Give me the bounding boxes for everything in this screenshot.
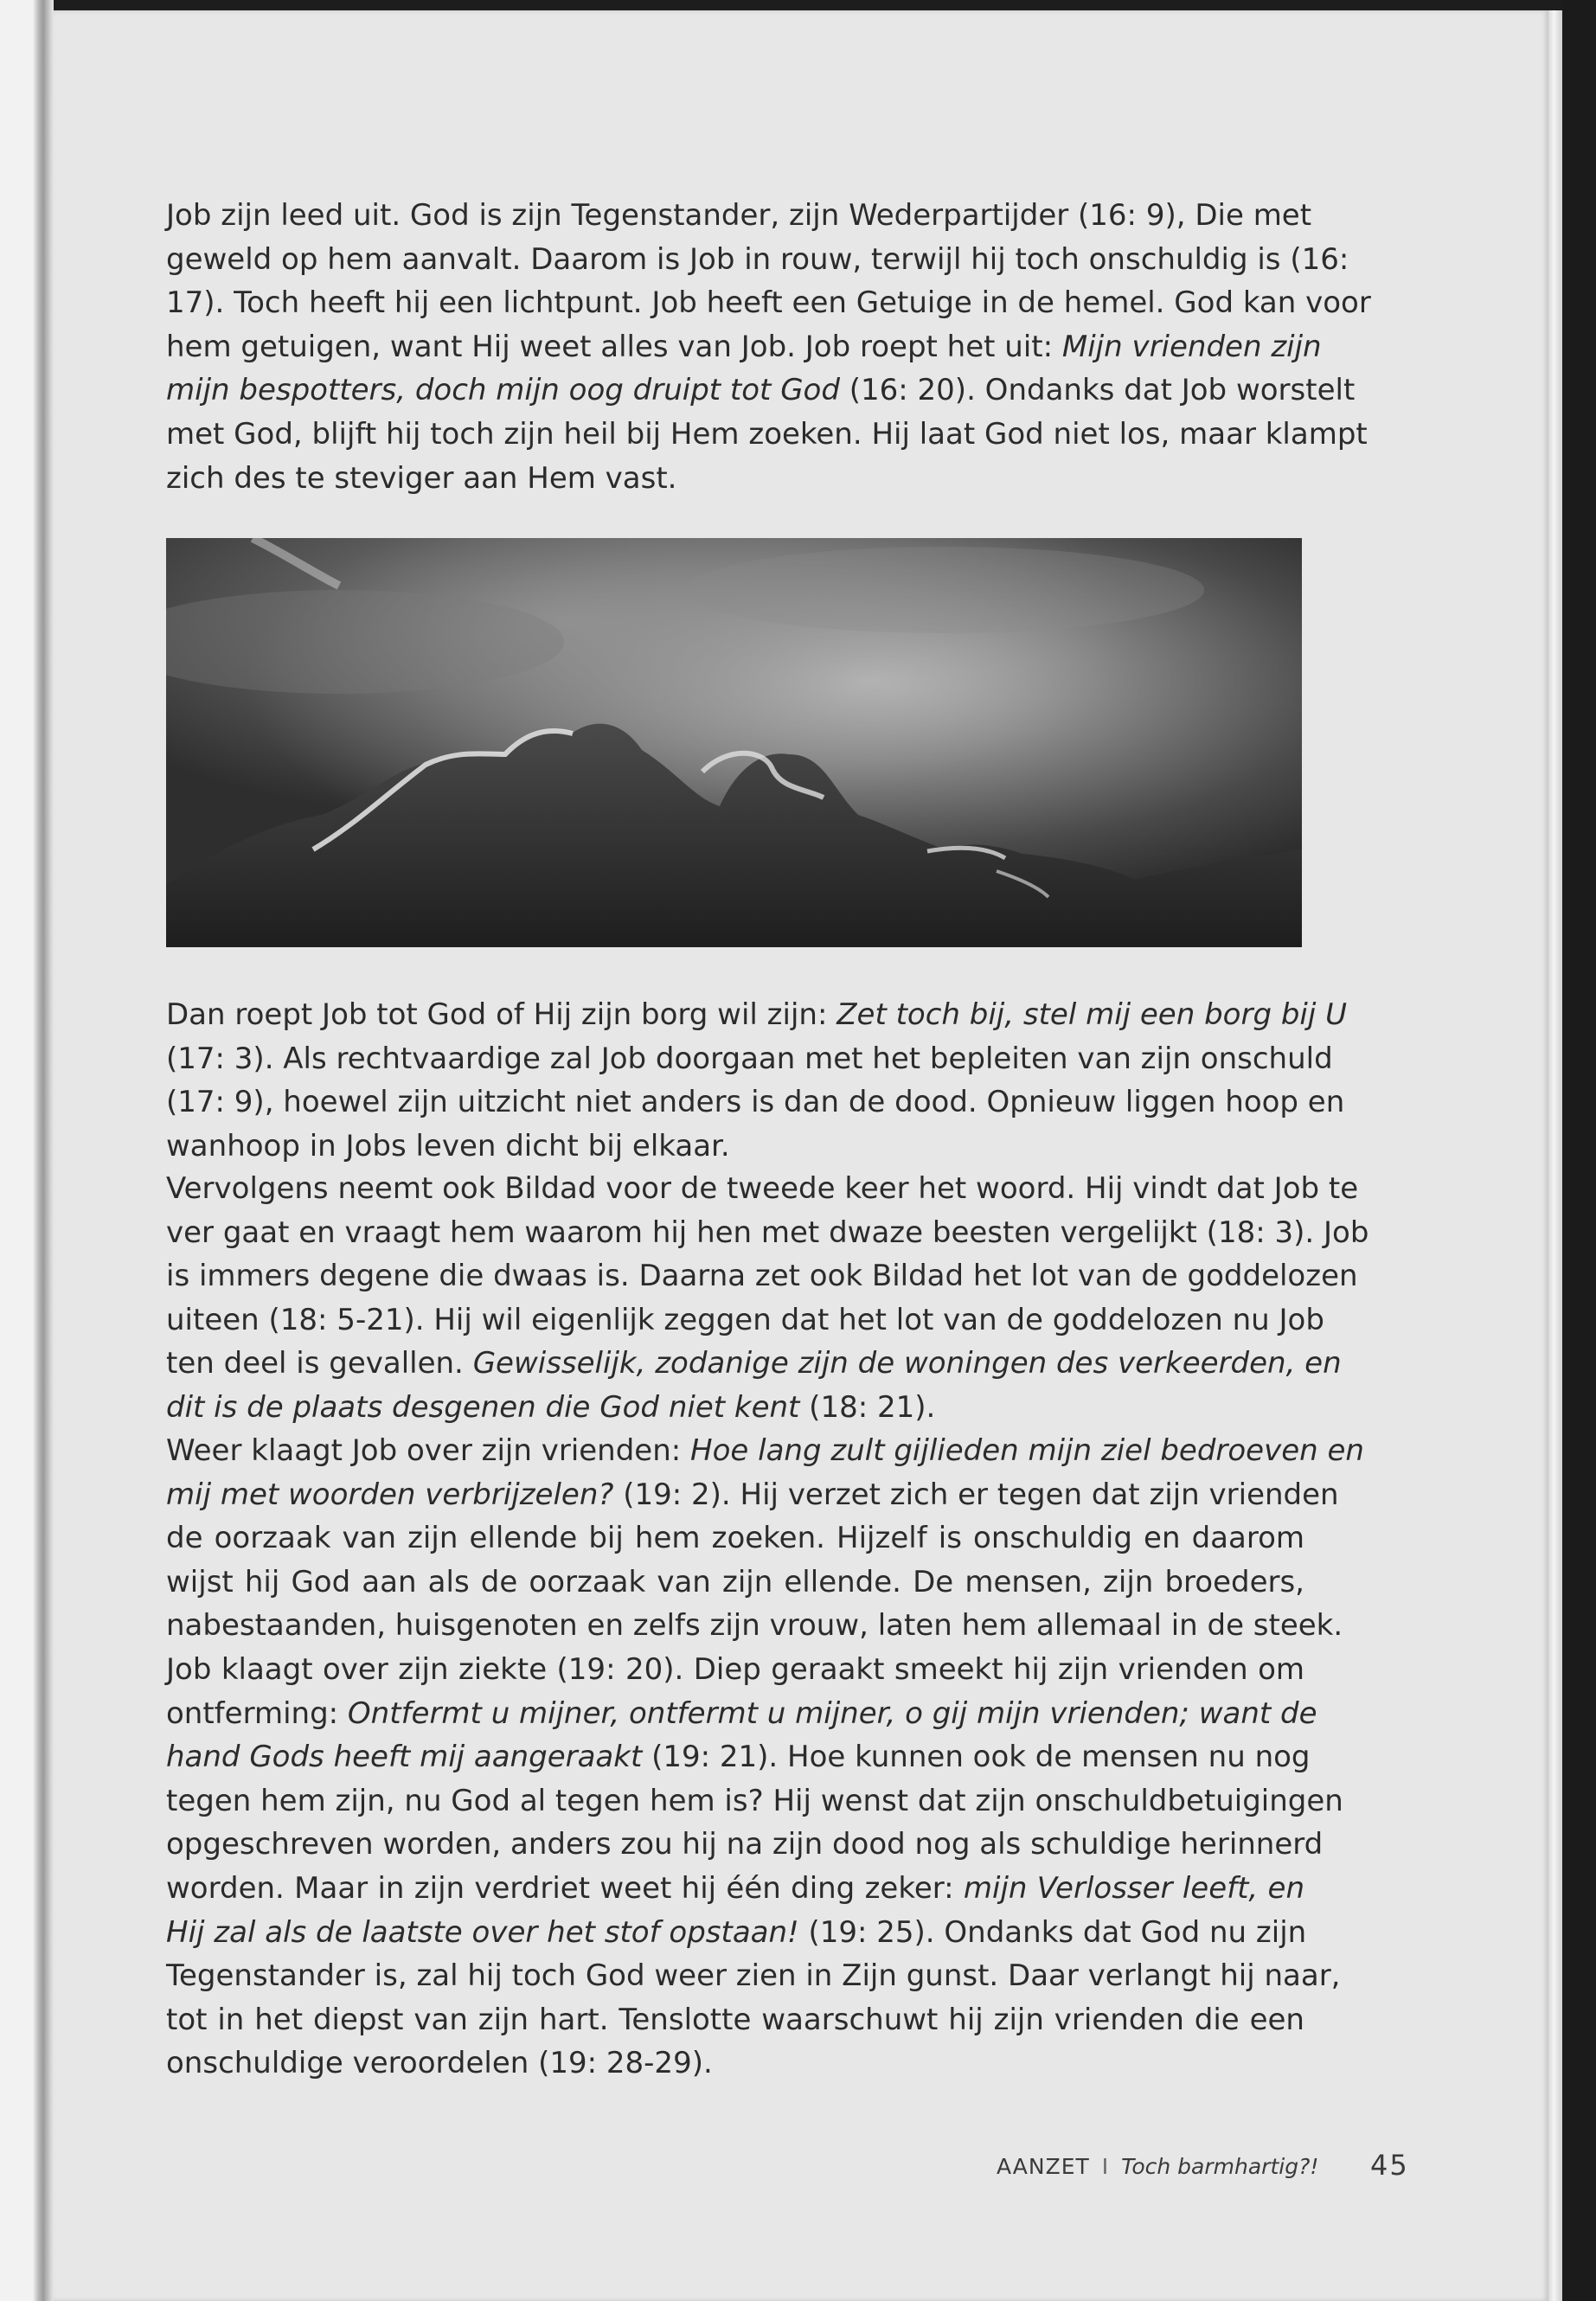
text-line: [166, 1125, 1304, 1169]
text-run: nabestaanden, huisgenoten en zelfs zijn vrouw, laten hem allemaal in de steek.: [166, 1608, 1343, 1644]
footer-section: AANZET: [997, 2154, 1090, 2179]
text-run: de oorzaak van zijn ellende bij hem zoeken. Hijzelf is onschuldig en daarom: [166, 1521, 1304, 1556]
text-run: (19: 25). Ondanks dat God nu zijn: [798, 1914, 1307, 1950]
paragraph-bildad: [166, 1167, 1369, 1430]
text-line: [166, 1604, 1343, 1648]
text-line: [166, 1692, 1317, 1736]
text-run: (17: 3). Als rechtvaardige zal Job doorgaan met het bepleiten van zijn onschuld: [166, 1041, 1333, 1076]
text-run: Job zijn leed uit. God is zijn Tegenstander, zijn Wederpartijder (16: 9), Die met: [166, 198, 1312, 233]
text-line: [166, 1342, 1342, 1386]
text-run: (19: 21). Hoe kunnen ook de mensen nu nog: [642, 1740, 1311, 1775]
text-line: [166, 1823, 1324, 1867]
scripture-quote: Hij zal als de laatste over het stof opstaan!: [166, 1914, 799, 1950]
text-line: [166, 2041, 1304, 2086]
text-line: [166, 1386, 1304, 1430]
text-run: Tegenstander is, zal hij toch God weer zien in Zijn gunst. Daar verlangt hij naar,: [166, 1958, 1341, 1994]
paragraph-job-lament: [166, 194, 1371, 500]
text-run: tegen hem zijn, nu God al tegen hem is? Hij wenst dat zijn onschuldbetuigingen: [166, 1783, 1343, 1818]
text-run: is immers degene die dwaas is. Daarna zet ook Bildad het lot van de goddelozen: [166, 1259, 1358, 1294]
text-run: Weer klaagt Job over zijn vrienden:: [166, 1433, 691, 1468]
text-line: [166, 1998, 1304, 2042]
scripture-quote: Hoe lang zult gijlieden mijn ziel bedroeven en: [690, 1433, 1364, 1468]
text-run: (19: 2). Hij verzet zich er tegen dat zijn vrienden: [613, 1477, 1339, 1512]
scripture-quote: mij met woorden verbrijzelen?: [166, 1477, 614, 1512]
text-run: zich des te steviger aan Hem vast.: [166, 460, 677, 496]
text-run: Vervolgens neemt ook Bildad voor de tweede keer het woord. Hij vindt dat Job te: [166, 1171, 1359, 1206]
text-run: (16: 20). Ondanks dat Job worstelt: [839, 373, 1356, 408]
text-run: Job klaagt over zijn ziekte (19: 20). Diep geraakt smeekt hij zijn vrienden om: [166, 1651, 1304, 1687]
text-line: [166, 1911, 1307, 1955]
text-line: [166, 1735, 1311, 1779]
text-run: ten deel is gevallen.: [166, 1346, 473, 1381]
scripture-quote: Gewisselijk, zodanige zijn de woningen des verkeerden, en: [472, 1346, 1342, 1381]
scan-right-border: [1562, 0, 1596, 2301]
cloud-photo-graphic: [166, 538, 1302, 947]
text-run: (17: 9), hoewel zijn uitzicht niet anders is dan de dood. Opnieuw liggen hoop en: [166, 1085, 1345, 1120]
text-line: [166, 369, 1356, 413]
text-line: [166, 1080, 1345, 1125]
text-line: [166, 1254, 1358, 1298]
text-line: [166, 325, 1322, 369]
cloud-photo: [166, 538, 1302, 947]
text-line: [166, 1779, 1343, 1823]
text-run: wijst hij God aan als de oorzaak van zijn ellende. De mensen, zijn broeders,: [166, 1564, 1304, 1599]
text-run: onschuldige veroordelen (19: 28-29).: [166, 2046, 713, 2081]
paragraph-borg: [166, 993, 1348, 1168]
text-run: 17). Toch heeft hij een lichtpunt. Job heeft een Getuige in de hemel. God kan voor: [166, 285, 1371, 321]
text-line: [166, 281, 1371, 325]
text-run: geweld op hem aanvalt. Daarom is Job in rouw, terwijl hij toch onschuldig is (16:: [166, 241, 1349, 277]
text-run: ontferming:: [166, 1695, 348, 1731]
text-run: uiteen (18: 5-21). Hij wil eigenlijk zeggen dat het lot van de goddelozen nu Job: [166, 1302, 1324, 1337]
footer-subtitle: Toch barmhartig?!: [1121, 2154, 1319, 2179]
text-run: wanhoop in Jobs leven dicht bij elkaar.: [166, 1128, 730, 1163]
page-number: 45: [1370, 2149, 1409, 2182]
text-line: [166, 1211, 1369, 1255]
text-line: [166, 238, 1349, 282]
page-binding-edge: [0, 0, 54, 2301]
text-line: [166, 1954, 1341, 1998]
text-run: ver gaat en vraagt hem waarom hij hen met dwaze beesten vergelijkt (18: 3). Job: [166, 1215, 1369, 1250]
text-line: [166, 1648, 1304, 1692]
text-run: met God, blijft hij toch zijn heil bij Hem zoeken. Hij laat God niet los, maar klampt: [166, 416, 1368, 452]
text-line: [166, 457, 1304, 501]
text-line: [166, 1167, 1359, 1211]
scripture-quote: mijn Verlosser leeft, en: [963, 1870, 1305, 1906]
scripture-quote: Mijn vrienden zijn: [1061, 329, 1322, 364]
text-run: worden. Maar in zijn verdriet weet hij één ding zeker:: [166, 1870, 964, 1906]
text-run: opgeschreven worden, anders zou hij na zijn dood nog als schuldige herinnerd: [166, 1827, 1324, 1862]
text-run: tot in het diepst van zijn hart. Tenslotte waarschuwt hij zijn vrienden die een: [166, 2002, 1304, 2037]
scan-top-border: [54, 0, 1562, 10]
text-run: (18: 21).: [799, 1389, 936, 1425]
text-run: hem getuigen, want Hij weet alles van Job. Job roept het uit:: [166, 329, 1062, 364]
page-edge: [1548, 10, 1562, 2301]
text-line: [166, 1473, 1339, 1517]
scripture-quote: dit is de plaats desgenen die God niet kent: [166, 1389, 800, 1425]
text-line: [166, 1516, 1304, 1561]
scripture-quote: mijn bespotters, doch mijn oog druipt tot God: [166, 373, 840, 408]
text-line: [166, 1037, 1333, 1081]
scripture-quote: hand Gods heeft mij aangeraakt: [166, 1740, 643, 1775]
text-line: [166, 993, 1348, 1037]
text-line: [166, 1298, 1324, 1343]
text-line: [166, 1561, 1304, 1605]
running-footer: [997, 2154, 1318, 2189]
text-line: [166, 1867, 1304, 1911]
footer-separator: I: [1101, 2154, 1110, 2179]
scripture-quote: Ontfermt u mijner, ontfermt u mijner, o gij mijn vrienden; want de: [347, 1695, 1317, 1731]
text-run: Dan roept Job tot God of Hij zijn borg wil zijn:: [166, 997, 837, 1032]
paragraph-verlosser: [166, 1429, 1364, 2086]
text-line: [166, 413, 1368, 457]
text-line: [166, 1429, 1364, 1473]
text-line: [166, 194, 1312, 238]
scripture-quote: Zet toch bij, stel mij een borg bij U: [836, 997, 1348, 1032]
